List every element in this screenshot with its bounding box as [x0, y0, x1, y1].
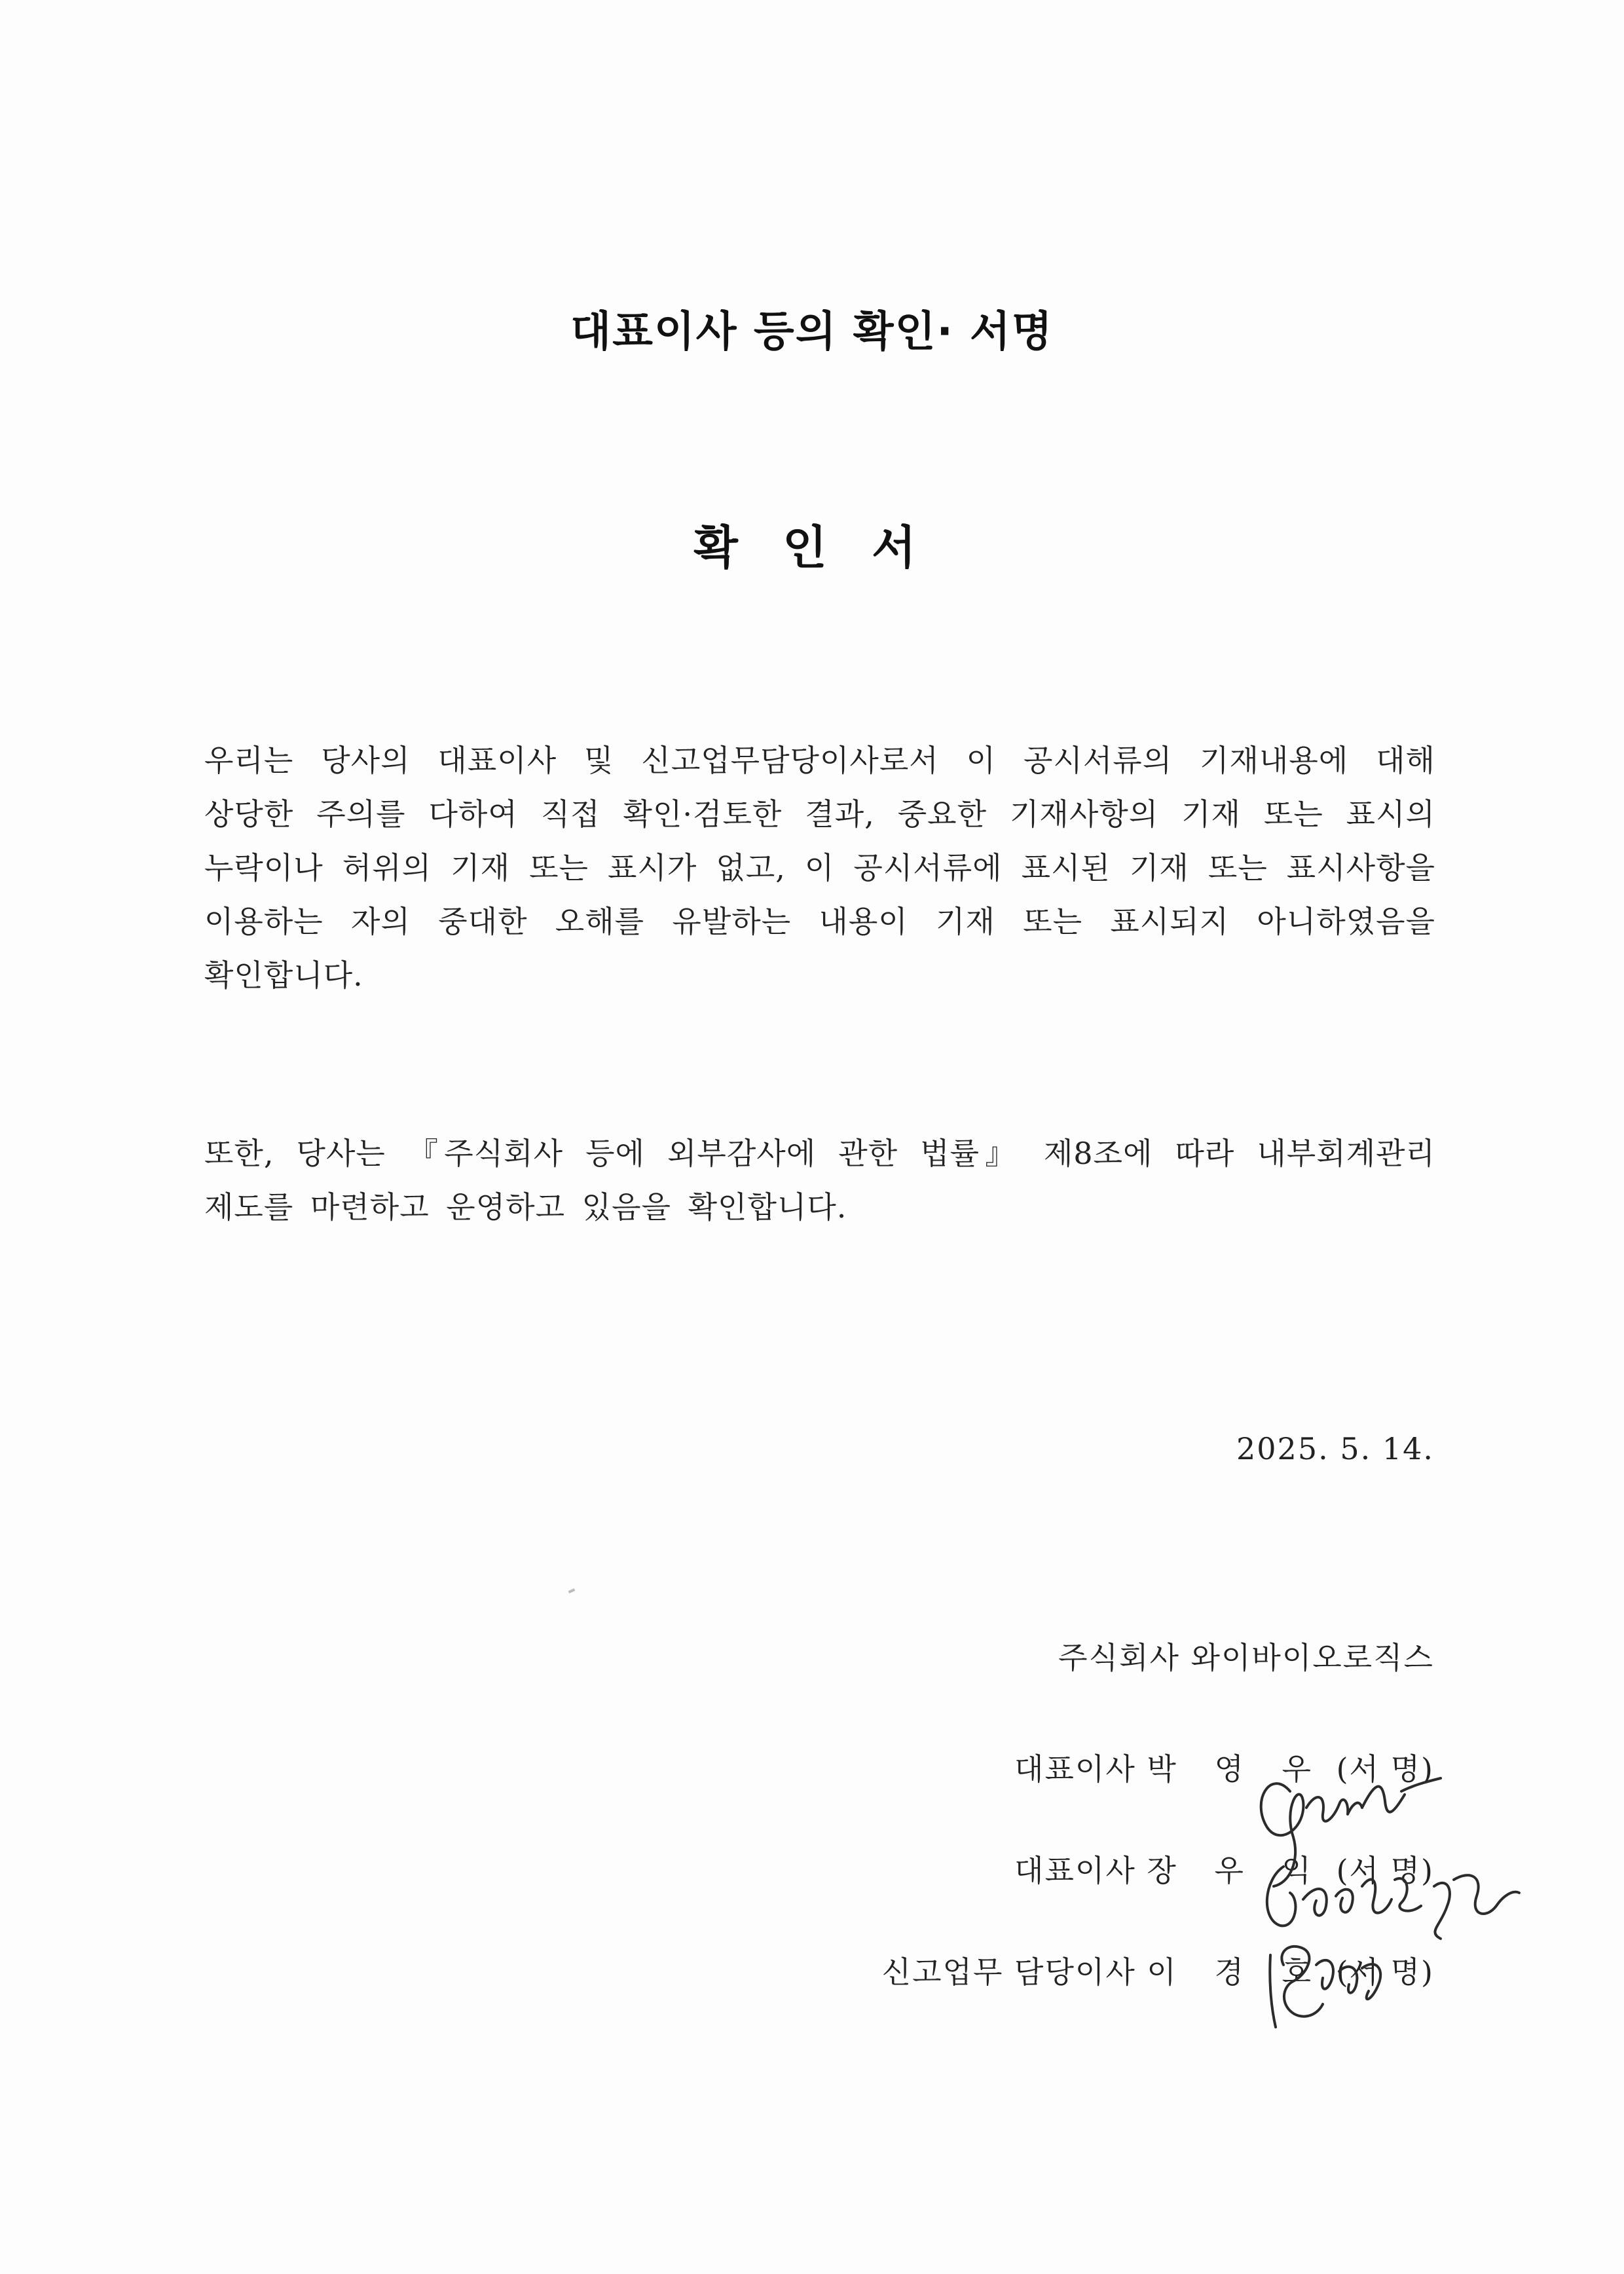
handwritten-signatures — [1244, 1729, 1585, 2043]
internal-control-paragraph: 또한, 당사는 『주식회사 등에 외부감사에 관한 법률』 제8조에 따라 내부회계관리 제도를 마련하고 운영하고 있음을 확인합니다. — [204, 1136, 1435, 1225]
signer-name: 박 영 우 — [1147, 1751, 1325, 1787]
signature-2 — [1267, 1867, 1519, 1939]
signer-name: 이 경 호 — [1147, 1954, 1325, 1990]
signature-1 — [1261, 1778, 1441, 1886]
document-title: 대표이사 등의 확인· 서명 — [570, 308, 1054, 356]
signer-role: 대표이사 — [1014, 1751, 1136, 1787]
sign-label: (서 명) — [1336, 1751, 1434, 1787]
confirmation-paragraph: 우리는 당사의 대표이사 및 신고업무담당이사로서 이 공시서류의 기재내용에 대해 상당한 주의를 다하여 직접 확인·검토한 결과, 중요한 기재사항의 기재 또는 표시의 누락이나 허위의 기재 또는 표시가 없고, 이 공시서류에 표시된 기재 또는 표시사항을 이용하는 자의 중대한 오해를 유발하는 내용이 기재 또는 표시되지 아니하였음을 확인합니다. — [204, 743, 1435, 993]
document-subtitle: 확 인 서 — [693, 521, 931, 574]
signer-role: 신고업무 담당이사 — [881, 1954, 1136, 1990]
signer-name: 장 우 익 — [1147, 1853, 1325, 1888]
sign-label: (서 명) — [1336, 1853, 1434, 1888]
document-date: 2025. 5. 14. — [1236, 1431, 1434, 1466]
signature-3 — [1270, 1947, 1380, 2027]
signer-role: 대표이사 — [1014, 1853, 1136, 1888]
scan-speck — [568, 1588, 576, 1594]
sign-label: (서 명) — [1336, 1954, 1434, 1990]
company-name: 주식회사 와이바이오로직스 — [1058, 1640, 1434, 1675]
